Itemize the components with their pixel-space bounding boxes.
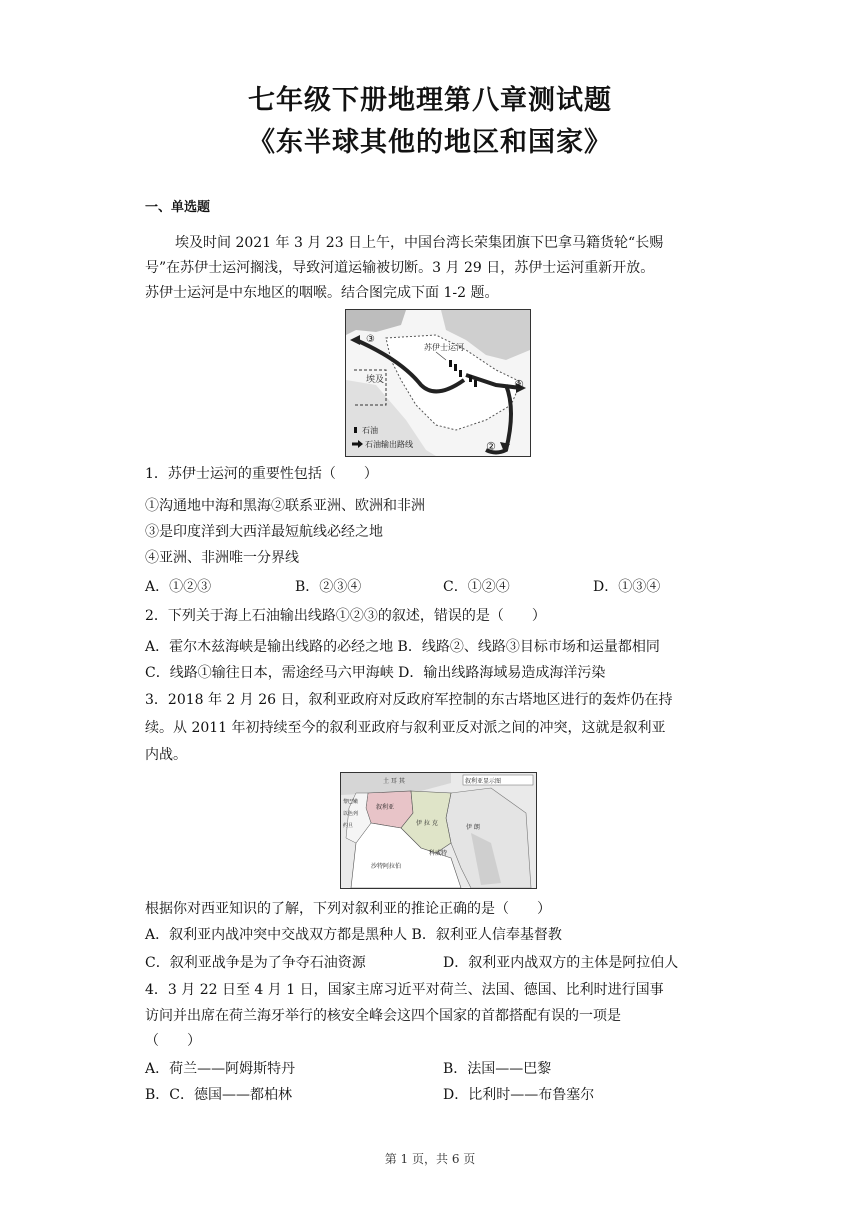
q3-line-1: 3．2018 年 2 月 26 日，叙利亚政府对反政府军控制的东古塔地区进行的轰炸仍在持: [145, 692, 673, 708]
canal-label: 苏伊士运河: [424, 343, 464, 352]
q1-option-b: B．②③④: [295, 579, 362, 595]
syria-region-map: [340, 772, 537, 889]
legend-syria-label: 叙利亚显示图: [465, 778, 502, 785]
syria-label: 叙利亚: [376, 804, 395, 811]
intro-line-1: 埃及时间 2021 年 3 月 23 日上午，中国台湾长荣集团旗下巴拿马籍货轮“长赐: [175, 235, 664, 251]
q3-line-2: 续。从 2011 年初持续至今的叙利亚政府与叙利亚反对派之间的冲突，这就是叙利亚: [145, 720, 666, 736]
q4-option-c: B．C．德国——都柏林: [145, 1087, 292, 1103]
q1-option-c: C．①②④: [443, 579, 510, 595]
page-title: 七年级下册地理第八章测试题: [248, 85, 612, 116]
intro-line-2: 号”在苏伊士运河搁浅，导致河道运输被切断。3 月 29 日，苏伊士运河重新开放。: [145, 260, 655, 276]
legend-oil-label: 石油: [362, 426, 378, 435]
q1-statement-1: ①沟通地中海和黑海②联系亚洲、欧洲和非洲: [145, 498, 425, 514]
q4-line-3: （ ）: [145, 1033, 201, 1049]
q1-statement-3: ④亚洲、非洲唯一分界线: [145, 550, 299, 566]
iran-label: 伊 朗: [466, 824, 480, 831]
israel-label: 以色列: [343, 811, 359, 817]
q1-option-a: A．①②③: [145, 579, 212, 595]
q2-options-ab: A．霍尔木兹海峡是输出线路的必经之地 B．线路②、线路③目标市场和运量都相同: [145, 639, 660, 655]
route-2-label: ②: [486, 440, 496, 453]
q1-statement-2: ③是印度洋到大西洋最短航线必经之地: [145, 524, 383, 540]
q4-line-1: 4．3 月 22 日至 4 月 1 日，国家主席习近平对荷兰、法国、德国、比利时进行国事: [145, 982, 664, 998]
q3-option-d: D．叙利亚内战双方的主体是阿拉伯人: [443, 955, 679, 971]
jordan-label: 约旦: [343, 823, 354, 829]
egypt-label: 埃及: [366, 375, 385, 385]
page-footer: 第 1 页，共 6 页: [384, 1152, 476, 1166]
intro-line-3: 苏伊士运河是中东地区的咽喉。结合图完成下面 1-2 题。: [145, 285, 499, 301]
section-heading: 一、单选题: [145, 200, 211, 215]
q4-line-2: 访问并出席在荷兰海牙举行的核安全峰会这四个国家的首都搭配有误的一项是: [145, 1008, 621, 1024]
middle-east-oil-map: [345, 309, 531, 457]
q3-line-3: 内战。: [145, 747, 187, 763]
route-1-label: ①: [514, 378, 524, 391]
kuwait-label: 科威特: [429, 850, 448, 857]
lebanon-label: 黎巴嫩: [343, 799, 359, 805]
route-3-label: ③: [366, 334, 375, 345]
q3-option-c: C．叙利亚战争是为了争夺石油资源: [145, 955, 366, 971]
q1-stem: 1．苏伊士运河的重要性包括（ ）: [145, 466, 378, 482]
q4-option-a: A．荷兰——阿姆斯特丹: [145, 1061, 296, 1077]
q3-options-ab: A．叙利亚内战冲突中交战双方都是黑种人 B．叙利亚人信奉基督教: [145, 927, 562, 943]
legend-route-label: 石油输出路线: [365, 440, 413, 449]
saudi-label: 沙特阿拉伯: [371, 863, 402, 870]
q4-option-d: D．比利时——布鲁塞尔: [443, 1087, 595, 1103]
page-subtitle: 《东半球其他的地区和国家》: [248, 127, 612, 158]
iraq-label: 伊 拉 克: [416, 820, 438, 827]
q2-options-cd: C．线路①输往日本，需途经马六甲海峡 D．输出线路海域易造成海洋污染: [145, 665, 606, 681]
q2-stem: 2．下列关于海上石油输出线路①②③的叙述，错误的是（ ）: [145, 608, 546, 624]
q4-option-b: B．法国——巴黎: [443, 1061, 552, 1077]
turkey-label: 土 耳 其: [383, 778, 405, 785]
q1-option-d: D．①③④: [593, 579, 661, 595]
q3-stem: 根据你对西亚知识的了解，下列对叙利亚的推论正确的是（ ）: [145, 901, 551, 917]
